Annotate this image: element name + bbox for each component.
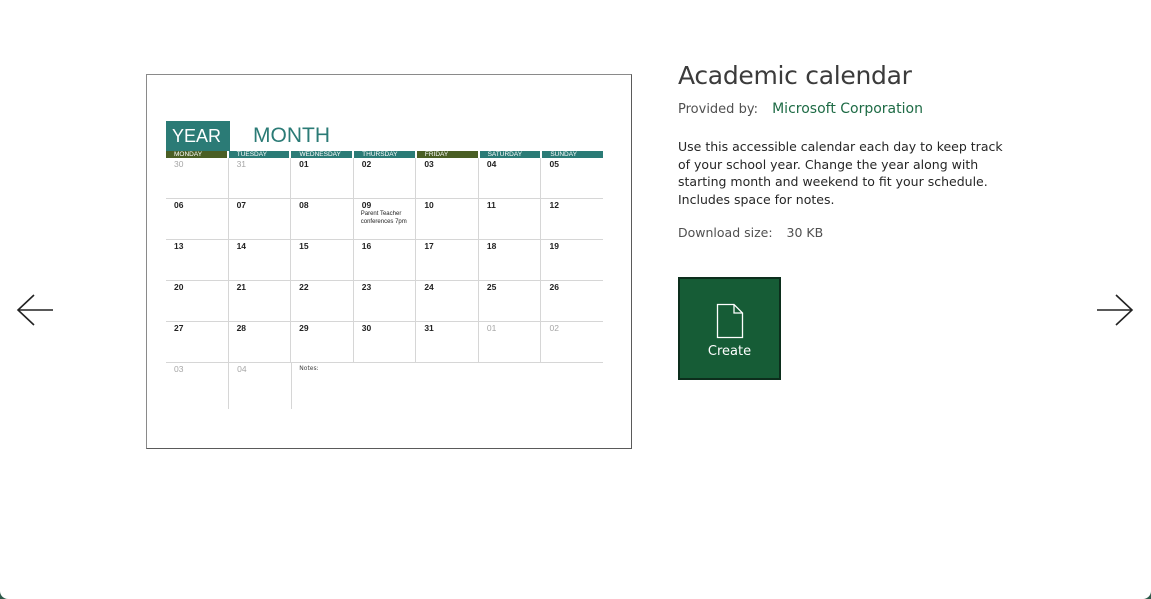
calendar-day-cell	[354, 281, 417, 321]
calendar-day-number: 14	[236, 241, 247, 251]
calendar-day-cell	[229, 158, 292, 198]
calendar-weeks	[166, 158, 603, 409]
calendar-day-cell	[541, 322, 603, 362]
calendar-month-label: MONTH	[253, 124, 330, 147]
calendar-day-number: 04	[237, 364, 247, 374]
calendar-day-cell	[479, 199, 542, 239]
calendar-day-header: THURSDAY	[354, 151, 415, 158]
calendar-day-cell	[166, 158, 229, 198]
calendar-day-cell	[229, 240, 292, 280]
calendar-grid	[166, 151, 603, 409]
calendar-day-cell	[166, 363, 229, 409]
calendar-day-cell	[541, 158, 603, 198]
template-preview-image	[146, 74, 632, 449]
calendar-day-cell	[166, 322, 229, 362]
calendar-day-number: 29	[299, 323, 309, 333]
calendar-day-cell	[229, 363, 292, 409]
calendar-day-number: 02	[361, 159, 372, 169]
calendar-day-number: 12	[549, 200, 559, 210]
calendar-day-cell	[416, 240, 479, 280]
calendar-day-cell	[229, 322, 292, 362]
calendar-day-number: 18	[486, 241, 497, 251]
calendar-day-cell	[354, 322, 417, 362]
calendar-day-number: 08	[299, 200, 309, 210]
calendar-day-cell	[166, 281, 229, 321]
calendar-day-number: 01	[486, 323, 497, 333]
calendar-day-cell	[229, 281, 292, 321]
provider-link[interactable]: Microsoft Corporation	[772, 101, 923, 117]
provider-label: Provided by:	[678, 102, 758, 117]
calendar-week-row	[166, 240, 603, 281]
calendar-day-cell	[416, 281, 479, 321]
calendar-day-header: FRIDAY	[417, 151, 478, 158]
provider-row	[678, 101, 923, 117]
calendar-day-header: MONDAY	[166, 151, 227, 158]
calendar-week-row	[166, 322, 603, 363]
download-size-row	[678, 225, 823, 240]
calendar-day-number: 31	[236, 159, 247, 169]
calendar-day-number: 15	[299, 241, 309, 251]
download-size-value: 30 KB	[786, 225, 824, 240]
calendar-day-cell	[541, 281, 603, 321]
create-button-label: Create	[707, 344, 752, 359]
calendar-day-cell	[541, 199, 603, 239]
calendar-day-header: SATURDAY	[480, 151, 541, 158]
calendar-day-cell	[291, 199, 354, 239]
calendar-notes-label: Notes:	[299, 365, 319, 372]
calendar-day-header: WEDNESDAY	[291, 151, 352, 158]
calendar-day-number: 27	[174, 323, 184, 333]
calendar-weekday-header	[166, 151, 603, 158]
calendar-day-cell	[291, 158, 354, 198]
calendar-notes-row	[166, 363, 603, 409]
calendar-day-number: 03	[424, 159, 434, 169]
template-title: Academic calendar	[678, 61, 912, 90]
calendar-day-cell	[354, 240, 417, 280]
calendar-day-cell	[229, 199, 292, 239]
calendar-day-number: 09	[361, 200, 372, 210]
calendar-day-number: 04	[486, 159, 497, 169]
arrow-left-icon	[15, 292, 55, 328]
calendar-day-number: 23	[361, 282, 372, 292]
calendar-day-number: 11	[486, 200, 496, 210]
calendar-day-number: 24	[424, 282, 434, 292]
next-template-button[interactable]	[1095, 292, 1135, 328]
previous-template-button[interactable]	[15, 292, 55, 328]
calendar-week-row	[166, 281, 603, 322]
calendar-day-number: 01	[299, 159, 309, 169]
calendar-day-number: 25	[486, 282, 497, 292]
calendar-week-row	[166, 158, 603, 199]
calendar-day-cell	[291, 281, 354, 321]
calendar-day-number: 17	[424, 241, 434, 251]
document-icon	[716, 303, 744, 339]
calendar-day-cell	[291, 322, 354, 362]
calendar-day-cell	[479, 281, 542, 321]
calendar-day-cell	[479, 322, 542, 362]
calendar-day-header: TUESDAY	[229, 151, 290, 158]
download-size-label: Download size:	[678, 225, 773, 240]
calendar-day-cell	[166, 240, 229, 280]
calendar-day-number: 07	[236, 200, 247, 210]
calendar-day-number: 19	[549, 241, 559, 251]
calendar-day-number: 31	[424, 323, 434, 333]
calendar-day-cell	[416, 199, 479, 239]
calendar-day-number: 30	[174, 159, 184, 169]
calendar-notes-area	[292, 363, 603, 409]
calendar-day-number: 30	[361, 323, 372, 333]
calendar-week-row	[166, 199, 603, 240]
calendar-day-cell	[416, 158, 479, 198]
calendar-day-cell	[354, 199, 417, 239]
calendar-day-number: 10	[424, 200, 434, 210]
calendar-day-cell	[354, 158, 417, 198]
calendar-day-number: 28	[236, 323, 247, 333]
calendar-day-number: 02	[549, 323, 559, 333]
calendar-day-number: 06	[174, 200, 184, 210]
calendar-day-cell	[416, 322, 479, 362]
calendar-day-cell	[479, 240, 542, 280]
create-button[interactable]	[678, 277, 781, 380]
calendar-day-number: 26	[549, 282, 559, 292]
calendar-day-number: 21	[236, 282, 247, 292]
calendar-day-number: 13	[174, 241, 184, 251]
arrow-right-icon	[1095, 292, 1135, 328]
calendar-day-number: 22	[299, 282, 309, 292]
calendar-day-cell	[541, 240, 603, 280]
calendar-day-number: 20	[174, 282, 184, 292]
calendar-year-label: YEAR	[166, 121, 230, 151]
calendar-day-number: 16	[361, 241, 372, 251]
calendar-day-cell	[291, 240, 354, 280]
template-description: Use this accessible calendar each day to keep track of your school year. Change the year along with starting month and weekend to fit your schedule. Includes space for notes.	[678, 139, 1003, 207]
calendar-day-number: 03	[174, 364, 184, 374]
calendar-day-cell	[166, 199, 229, 239]
calendar-day-cell	[479, 158, 542, 198]
calendar-day-number: 05	[549, 159, 559, 169]
calendar-event-note: Parent Teacher conferences 7pm	[360, 211, 407, 225]
calendar-day-header: SUNDAY	[542, 151, 603, 158]
